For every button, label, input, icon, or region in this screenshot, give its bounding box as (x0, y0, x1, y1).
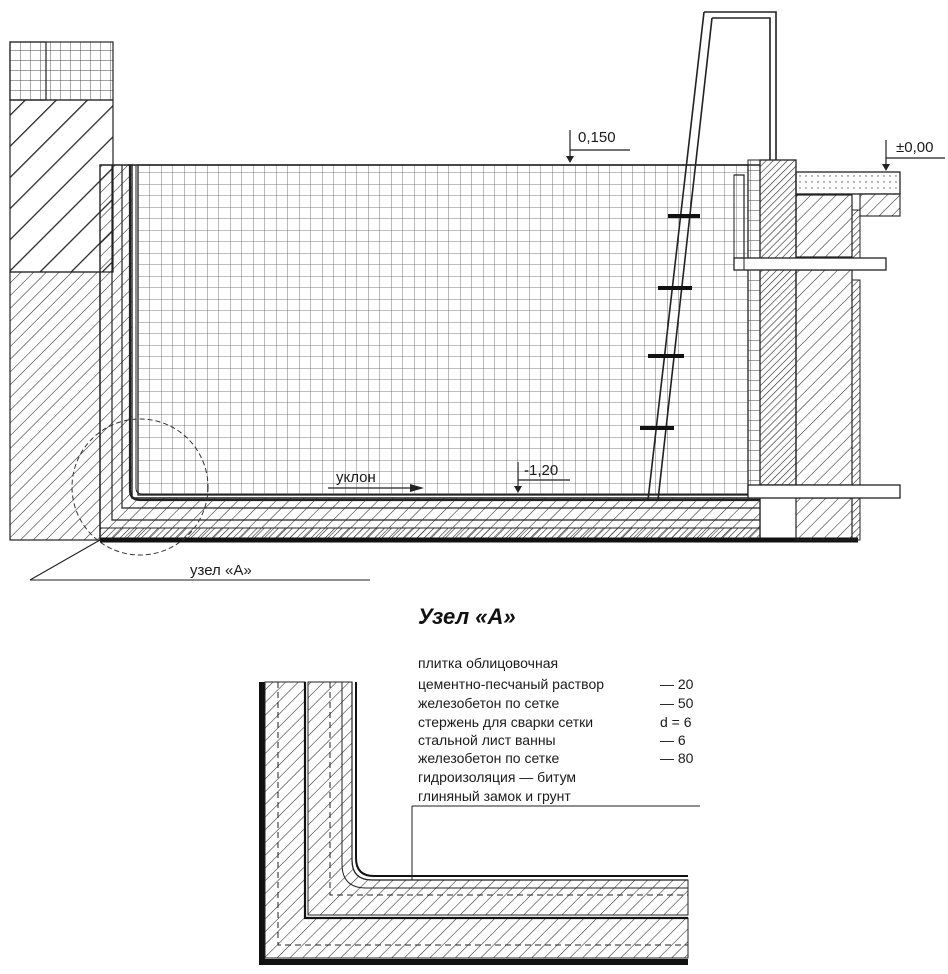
mark-ground-label: ±0,00 (896, 139, 934, 156)
layer-name: стальной лист ванны (418, 732, 556, 748)
layer-value: — 50 (660, 695, 694, 711)
level-mark-top (566, 129, 630, 163)
layer-value: — 6 (660, 732, 686, 748)
pool-water-grid (138, 165, 748, 495)
layer-name: цементно-песчаный раствор (418, 676, 605, 692)
layer-value: d = 6 (660, 714, 692, 730)
mark-top-label: 0,150 (578, 129, 616, 146)
layer-name: железобетон по сетке (418, 750, 560, 766)
mark-bottom-label: -1,20 (524, 462, 559, 479)
layer-value: — 20 (660, 676, 694, 692)
right-pool-wall (734, 160, 900, 540)
left-building-wall (10, 42, 113, 540)
slope-label: уклон (336, 469, 376, 486)
layer-name: глиняный замок и грунт (418, 788, 571, 804)
node-ref-label: узел «А» (190, 562, 252, 579)
detail-title: Узел «А» (418, 604, 516, 629)
layer-value: — 80 (660, 750, 694, 766)
layer-name: гидроизоляция — битум (418, 769, 577, 785)
level-mark-ground (882, 139, 945, 171)
layer-name: стержень для сварки сетки (418, 714, 594, 730)
layer-name: плитка облицовочная (418, 655, 559, 671)
layer-name: железобетон по сетке (418, 695, 560, 711)
layer-list (418, 655, 694, 804)
